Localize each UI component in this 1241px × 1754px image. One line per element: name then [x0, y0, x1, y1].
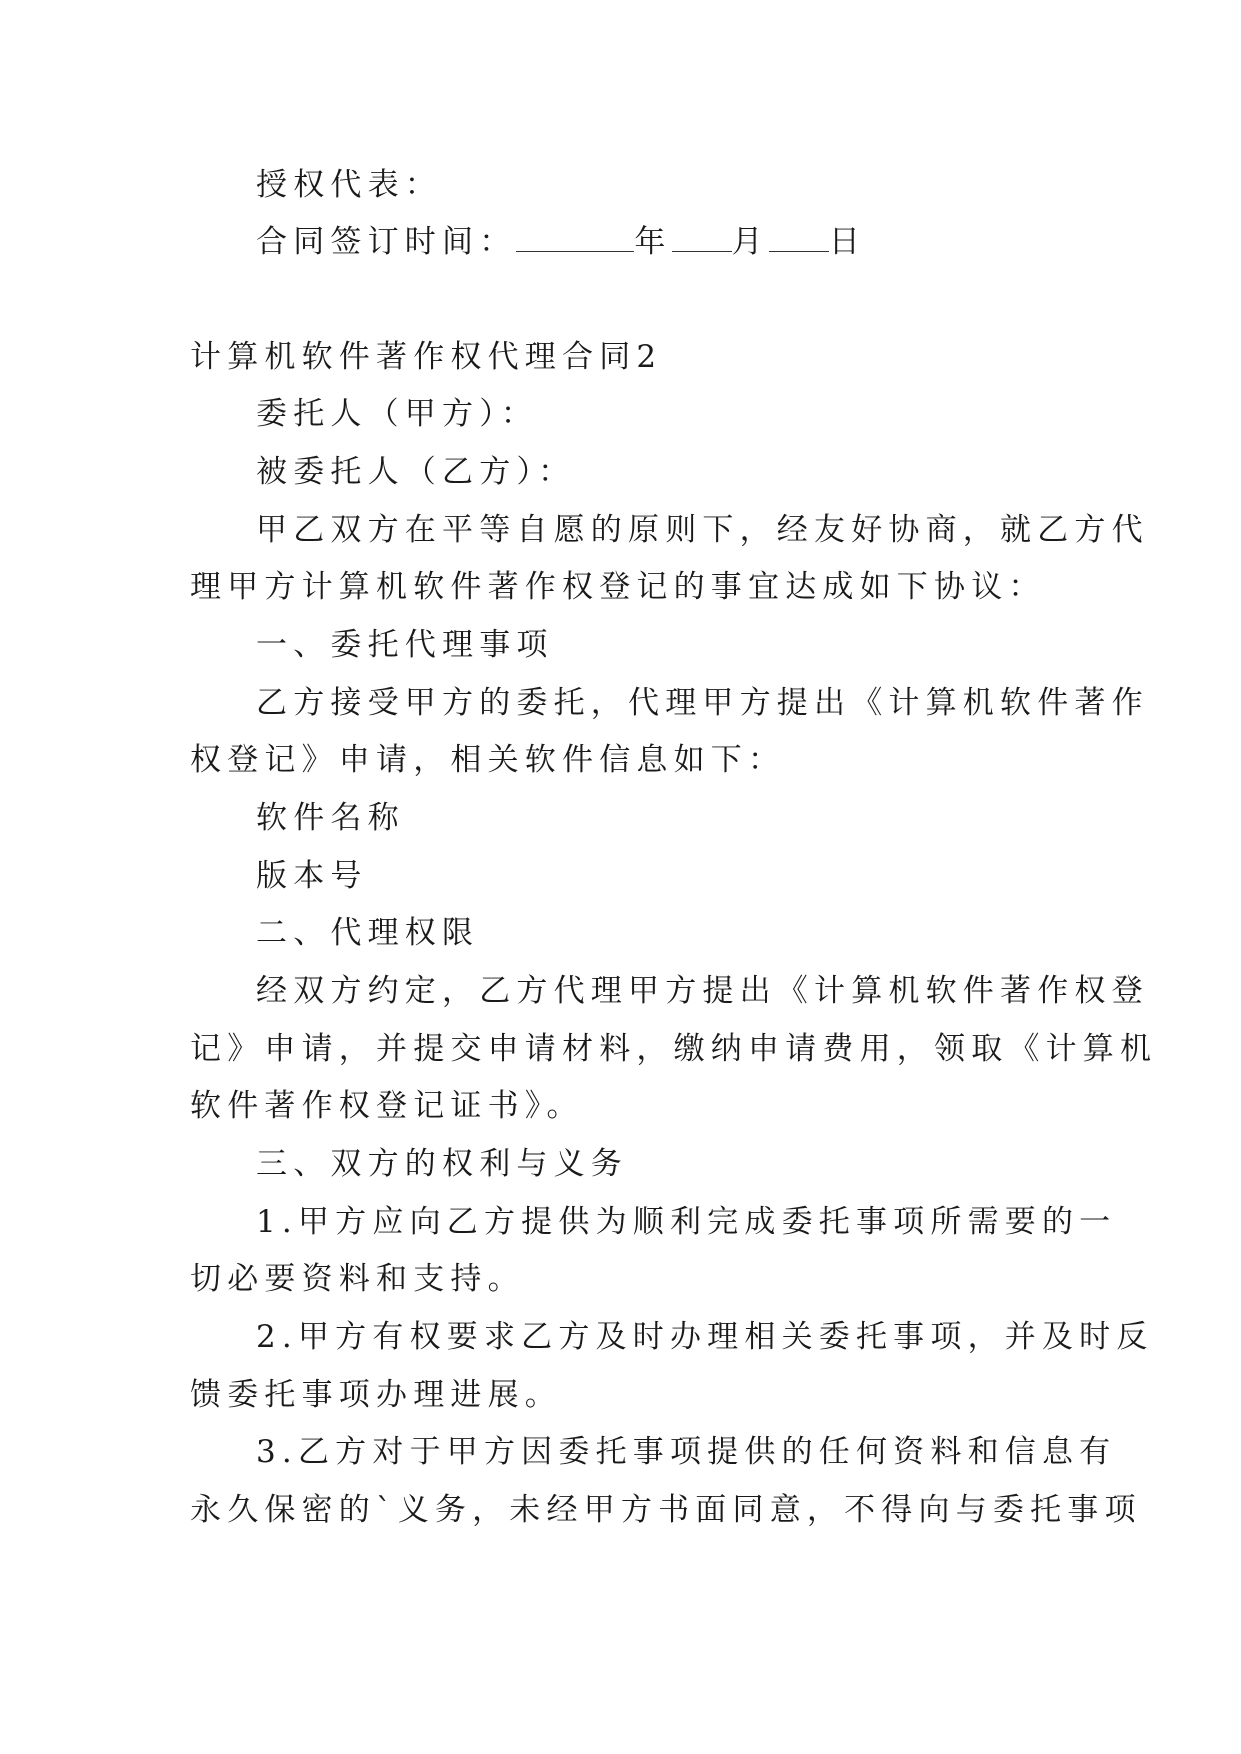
section-3-heading: 三、双方的权利与义务 [256, 1146, 628, 1182]
authorized-representative-label: 授权代表： [256, 167, 442, 203]
section-1-heading: 一、委托代理事项 [256, 627, 554, 663]
section-1-paragraph-line-2: 权登记》申请，相关软件信息如下： [190, 742, 786, 778]
item-2-line-1: 2.甲方有权要求乙方及时办理相关委托事项，并及时反 [256, 1319, 1154, 1355]
item-3-line-2: 永久保密的`义务，未经甲方书面同意，不得向与委托事项 [190, 1492, 1142, 1528]
intro-paragraph-line-1: 甲乙双方在平等自愿的原则下，经友好协商，就乙方代 [256, 512, 1149, 548]
intro-paragraph-line-2: 理甲方计算机软件著作权登记的事宜达成如下协议： [190, 569, 1046, 605]
section-1-paragraph-line-1: 乙方接受甲方的委托，代理甲方提出《计算机软件著作 [256, 685, 1149, 721]
signing-date-line [256, 222, 1116, 262]
party-b-label: 被委托人（乙方）： [256, 454, 576, 490]
item-1-line-2: 切必要资料和支持。 [190, 1261, 525, 1297]
item-1-line-1: 1.甲方应向乙方提供为顺利完成委托事项所需要的一 [256, 1204, 1117, 1240]
section-2-paragraph-line-3: 软件著作权登记证书》。 [190, 1088, 584, 1124]
section-2-heading: 二、代理权限 [256, 915, 480, 951]
party-a-label: 委托人（甲方）： [256, 396, 539, 432]
signing-date-label: 合同签订时间： [256, 224, 517, 260]
item-3-line-1: 3.乙方对于甲方因委托事项提供的任何资料和信息有 [256, 1434, 1117, 1470]
section-2-paragraph-line-1: 经双方约定，乙方代理甲方提出《计算机软件著作权登 [256, 973, 1149, 1009]
month-blank [672, 225, 732, 252]
year-char: 年 [634, 224, 672, 260]
version-label: 版本号 [256, 858, 368, 894]
day-blank [769, 225, 829, 252]
contract-title: 计算机软件著作权代理合同2 [190, 339, 663, 375]
software-name-label: 软件名称 [256, 800, 405, 836]
item-2-line-2: 馈委托事项办理进展。 [190, 1377, 562, 1413]
month-char: 月 [731, 224, 769, 260]
section-2-paragraph-line-2: 记》申请，并提交申请材料，缴纳申请费用，领取《计算机 [190, 1031, 1158, 1067]
day-char: 日 [828, 224, 867, 260]
year-blank [516, 225, 634, 252]
